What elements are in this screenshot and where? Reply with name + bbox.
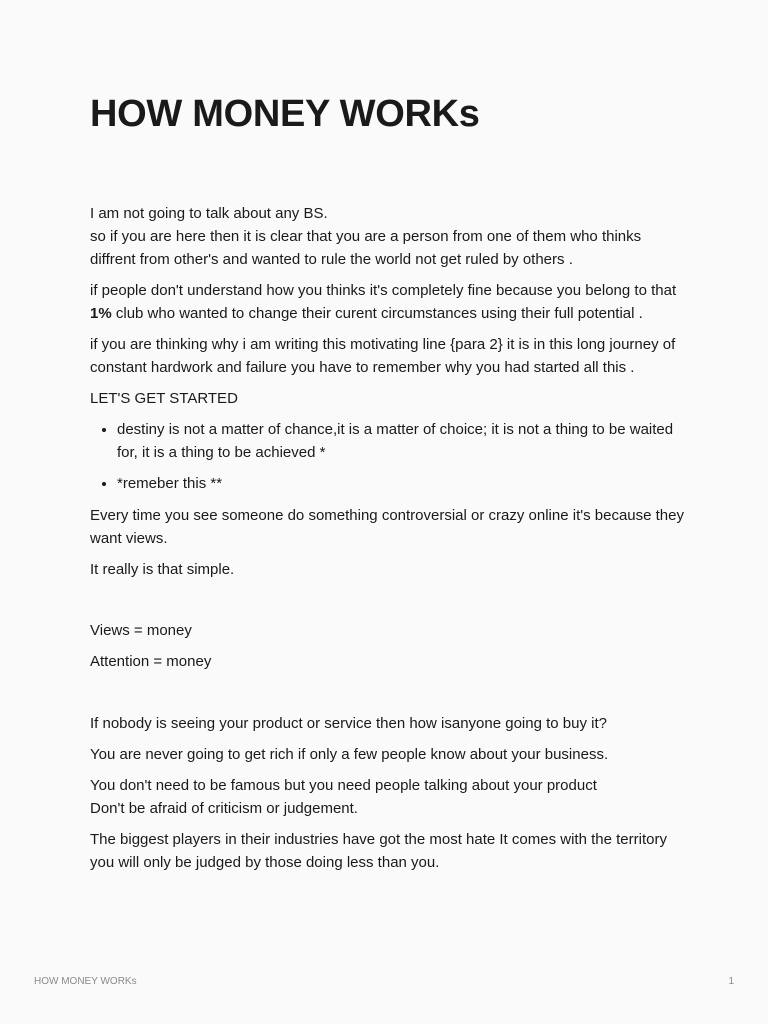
paragraph-belong-text-2: club who wanted to change their curent circumstances using their full potential . xyxy=(111,305,643,323)
document-title: HOW MONEY WORKs xyxy=(90,93,480,135)
paragraph-intro-line-2: so if you are here then it is clear that you are a person from one of them who thinks diffrent from other's and wanted to rule the world not get ruled by others . xyxy=(90,228,642,269)
paragraph-intro xyxy=(90,202,690,272)
paragraph-views-money: Views = money xyxy=(90,622,192,640)
paragraph-belong-text-1: if people don't understand how you thinks it's completely fine because you belong to that xyxy=(90,282,677,300)
bullet-item: • *remeber this ** xyxy=(117,472,690,495)
bullet-list xyxy=(90,418,690,496)
paragraph-get-started: LET'S GET STARTED xyxy=(90,390,238,408)
document-body xyxy=(90,202,690,882)
paragraph-never-rich: You are never going to get rich if only a few people know about your business. xyxy=(90,745,609,763)
paragraph-famous xyxy=(90,774,690,820)
paragraph-simple: It really is that simple. xyxy=(90,560,235,578)
paragraph-famous-line-2: Don't be afraid of criticism or judgement. xyxy=(90,799,358,817)
page-number: 1 xyxy=(728,976,734,987)
bullet-item: • destiny is not a matter of chance,it is a matter of choice; it is not a thing to be waited for, it is a thing to be achieved * xyxy=(117,418,690,464)
spacer xyxy=(90,588,690,619)
footer-title: HOW MONEY WORKs xyxy=(34,976,137,987)
paragraph-belong-bold: 1% xyxy=(90,305,112,323)
paragraph-intro-line-1: I am not going to talk about any BS. xyxy=(90,205,328,222)
spacer xyxy=(90,681,690,712)
paragraph-biggest-players: The biggest players in their industries have got the most hate It comes with the territory you will only be judged by those doing less than you. xyxy=(90,830,667,871)
paragraph-famous-line-1: You don't need to be famous but you need people talking about your product xyxy=(90,776,597,794)
paragraph-motivation: if you are thinking why i am writing this motivating line {para 2} it is in this long journey of constant hardwork and failure you have to remember why you had started all this . xyxy=(90,336,676,377)
paragraph-belong xyxy=(90,279,690,325)
paragraph-attention-money: Attention = money xyxy=(90,653,212,671)
paragraph-views: Every time you see someone do something controversial or crazy online it's because they want views. xyxy=(90,506,684,547)
paragraph-nobody-seeing: If nobody is seeing your product or service then how isanyone going to buy it? xyxy=(90,715,607,732)
